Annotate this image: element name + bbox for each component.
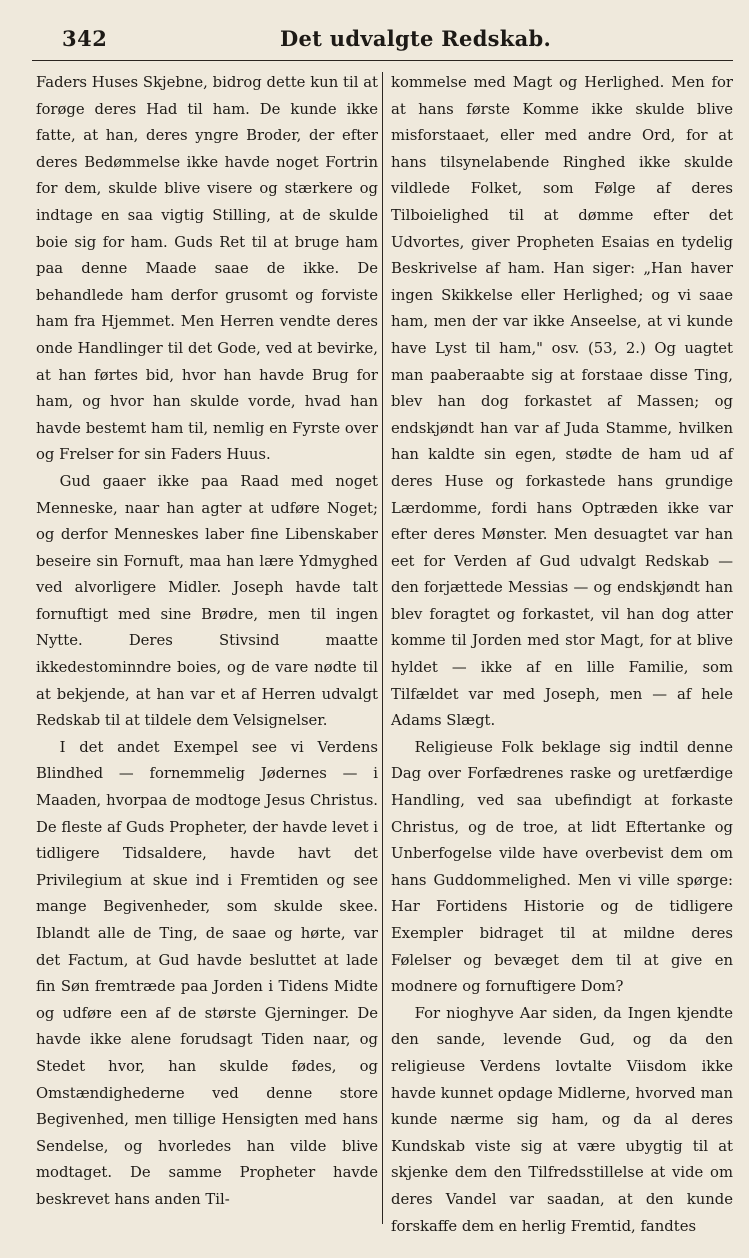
left-paragraph-2: Gud gaaer ikke paa Raad med noget Menneske, naar han agter at udføre Noget; og derfor Menneskes laber fine Libenskaber beseire sin Fornuft, maa han lære Ydmyghed ved alvorligere Midler. Joseph havde talt fornuftigt med sine Brødre, men til ingen Nytte. Deres Stivsind maatte ikkedestominndre boies, og de vare nødte til at bekjende, at han var et af Herren udvalgt Redskab til at tildele dem Velsignelser. <box>36 472 378 730</box>
right-paragraph-1: kommelse med Magt og Herlighed. Men for at hans første Komme ikke skulde blive misforstaaet, eller med andre Ord, for at hans tilsynelabende Ringhed ikke skulde vildlede Folket, som Følge af deres Tilboielighed til at dømme efter det Udvortes, giver Propheten Esaias en tydelig Beskrivelse af ham. Han siger: „Han haver ingen Skikkelse eller Herlighed; og vi saae ham, men der var ikke Anseelse, at vi kunde have Lyst til ham," osv. (53, 2.) Og uagtet man paaberaabte sig at forstaae disse Ting, blev han dog forkastet af Massen; og endskjøndt han var af Juda Stamme, hvilken han kaldte sin egen, stødte de ham ud af deres Huse og forkastede hans grundige Lærdomme, fordi hans Optræden ikke var efter deres Mønster. Men desuagtet var han eet for Verden af Gud udvalgt Redskab — den forjættede Messias — og endskjøndt han blev foragtet og forkastet, vil han dog atter komme til Jorden med stor Magt, for at blive hyldet — ikke af en lille Familie, som Tilfældet var med Joseph, men — af hele Adams Slægt. <box>391 74 733 730</box>
running-title: Det udvalgte Redskab. <box>280 26 552 51</box>
right-paragraph-3: For nioghyve Aar siden, da Ingen kjendte den sande, levende Gud, og da den religieuse Verdens lovtalte Viisdom ikke havde kunnet opdage Midlerne, hvorved man kunde nærme sig ham, og da al deres Kundskab viste sig at være ubygtig til at skjenke dem den Tilfredsstillelse at vide om deres Vandel var saadan, at den kunde forskaffe dem en herlig Fremtid, fandtes <box>391 1004 733 1235</box>
header-rule <box>32 60 733 61</box>
left-paragraph-3: I det andet Exempel see vi Verdens Blindhed — fornemmelig Jødernes — i Maaden, hvorpaa de modtoge Jesus Christus. De fleste af Guds Propheter, der havde levet i tidligere Tidsaldere, havde havt det Privilegium at skue ind i Fremtiden og see mange Begivenheder, som skulde skee. Iblandt alle de Ting, de saae og hørte, var det Factum, at Gud havde besluttet at lade fin Søn fremtræde paa Jorden i Tidens Midte og udføre een af de største Gjerninger. De havde ikke alene forudsagt Tiden naar, og Stedet hvor, han skulde fødes, og Omstændighederne ved denne store Begivenhed, men tillige Hensigten med hans Sendelse, og hvorledes han vilde blive modtaget. De samme Propheter havde beskrevet hans anden Til- <box>36 738 378 1208</box>
page-header <box>0 0 749 60</box>
column-divider <box>382 72 383 1224</box>
left-column <box>36 70 378 1214</box>
right-paragraph-2: Religieuse Folk beklage sig indtil denne Dag over Forfædrenes raske og uretfærdige Handling, ved saa ubefindigt at forkaste Christus, og de troe, at lidt Eftertanke og Unberfogelse vilde have overbevist dem om hans Guddommelighed. Men vi ville spørge: Har Fortidens Historie og de tidligere Exempler bidraget til at mildne deres Følelser og bevæget dem til at give en modnere og fornuftigere Dom? <box>391 738 733 996</box>
right-column <box>391 70 733 1240</box>
left-paragraph-1: Faders Huses Skjebne, bidrog dette kun til at forøge deres Had til ham. De kunde ikke fatte, at han, deres yngre Broder, der efter deres Bedømmelse ikke havde noget Fortrin for dem, skulde blive visere og stærkere og indtage en saa vigtig Stilling, at de skulde boie sig for ham. Guds Ret til at bruge ham paa denne Maade saae de ikke. De behandlede ham derfor grusomt og forviste ham fra Hjemmet. Men Herren vendte deres onde Handlinger til det Gode, ved at bevirke, at han førtes bid, hvor han havde Brug for ham, og hvor han skulde vorde, hvad han havde bestemt ham til, nemlig en Fyrste over og Frelser for sin Faders Huus. <box>36 74 378 464</box>
page-number: 342 <box>62 26 108 51</box>
